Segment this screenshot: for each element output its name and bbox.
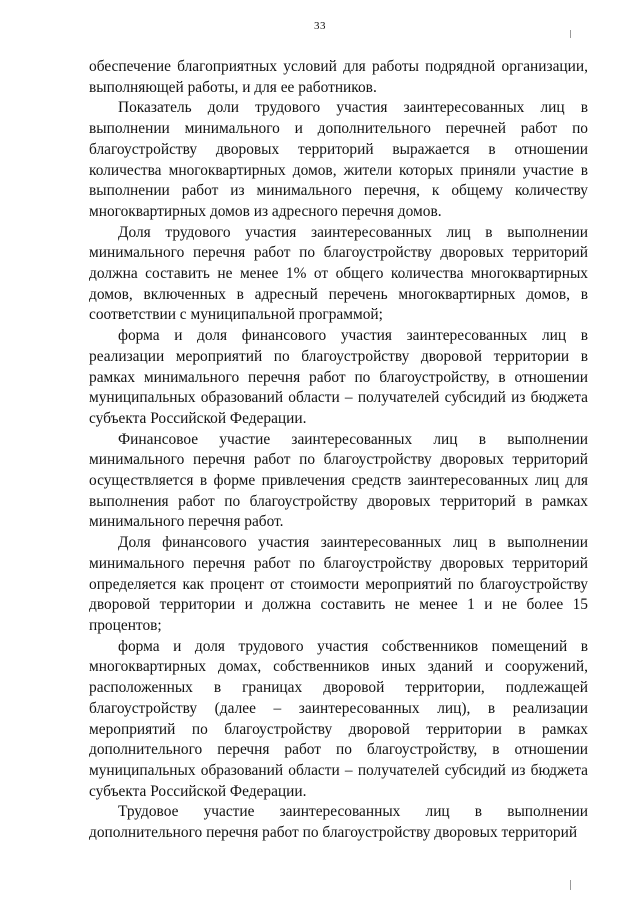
paragraph-labor-participation-additional: Трудовое участие заинтересованных лиц в выполнении дополнительного перечня работ по благоустройству дворовых территорий xyxy=(89,803,588,842)
paragraph-financial-share: Доля финансового участия заинтересованных лиц в выполнении минимального перечня работ по благоустройству дворовых территорий определяется как процент от стоимости мероприятий по благоустройству дворовой территории и должна составить не менее 1 и не более 15 процентов; xyxy=(89,534,588,634)
paragraph-labor-share-indicator: Показатель доли трудового участия заинтересованных лиц в выполнении минимального и дополнительного перечней работ по благоустройству дворовых территорий выражается в отношении количества многоквартирных домов, жители которых приняли участие в выполнении работ из минимального перечня, к общему количеству многоквартирных домов из адресного перечня домов. xyxy=(89,99,588,220)
paragraph-labor-share-minimum: Доля трудового участия заинтересованных лиц в выполнении минимального перечня работ по благоустройству дворовых территорий должна составить не менее 1% от общего количества многоквартирных домов, включенных в адресный перечень многоквартирных домов, в соответствии с муниципальной программой; xyxy=(89,223,588,324)
paragraph-financial-participation: Финансовое участие заинтересованных лиц в выполнении минимального перечня работ по благоустройству дворовых территорий осуществляется в форме привлечения средств заинтересованных лиц для выполнения работ по благоустройству дворовых территорий в рамках минимального перечня работ. xyxy=(89,430,588,531)
paragraph-continuation: обеспечение благоприятных условий для работы подрядной организации, выполняющей работы, и для ее работников. xyxy=(89,58,588,96)
page-number: 33 xyxy=(314,20,326,32)
document-body xyxy=(89,57,588,844)
scan-artifact-mark xyxy=(570,880,571,890)
scan-artifact-mark xyxy=(570,30,571,38)
paragraph-financial-participation-form: форма и доля финансового участия заинтересованных лиц в реализации мероприятий по благоустройству дворовой территории в рамках минимального перечня работ по благоустройству, в отношении муниципальных образований области – получателей субсидий из бюджета субъекта Российской Федерации. xyxy=(89,327,588,427)
paragraph-labor-participation-form: форма и доля трудового участия собственников помещений в многоквартирных домах, собственников иных зданий и сооружений, расположенных в границах дворовой территории, подлежащей благоустройству (далее – заинтересованных лиц), в реализации мероприятий по благоустройству дворовой территории в рамках дополнительного перечня работ по благоустройству, в отношении муниципальных образований области – получателей субсидий из бюджета субъекта Российской Федерации. xyxy=(89,637,588,800)
